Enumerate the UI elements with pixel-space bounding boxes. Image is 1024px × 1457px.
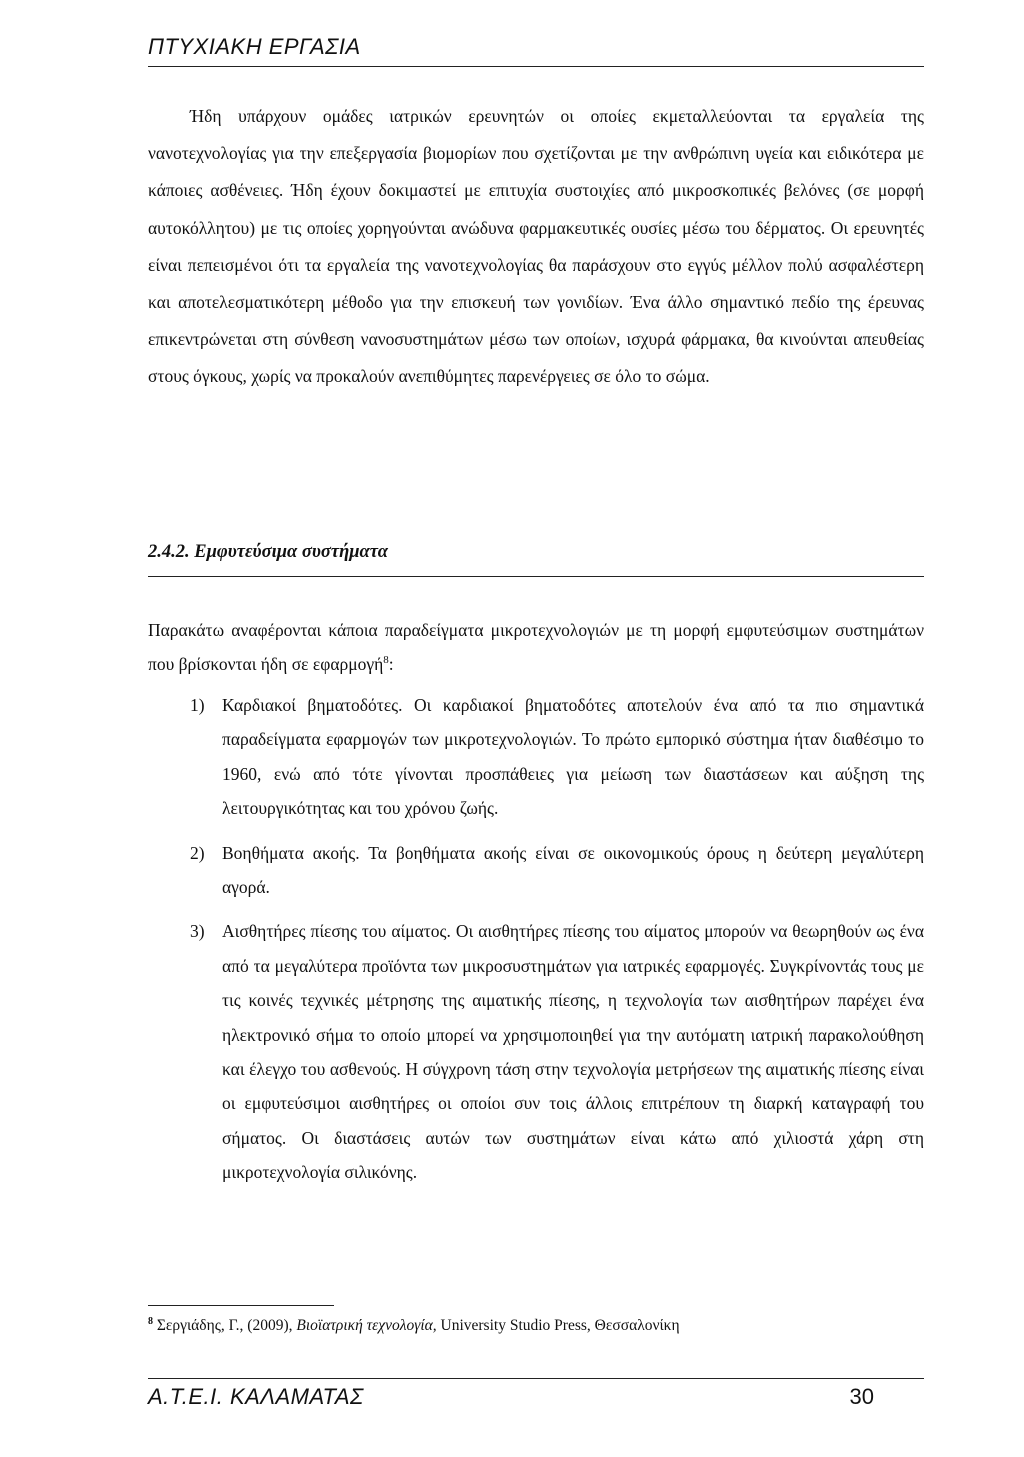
list-item-number: 3) [190,921,205,942]
footer-divider [148,1378,924,1379]
header-divider [148,66,924,67]
footnote [148,1316,680,1335]
section-number: 2.4.2. [148,542,190,562]
footnote-marker: 8 [148,1316,153,1327]
section-lead-end: : [388,654,394,674]
list-item-text: Καρδιακοί βηματοδότες. Οι καρδιακοί βηματοδότες αποτελούν ένα από τα πιο σημαντικά παραδείγματα εφαρμογών των μικροτεχνολογιών. Το πρώτο εμπορικό σύστημα ήταν διαθέσιμο το 1960, ενώ από τότε γίνονται προσπάθειες για μείωση των διαστάσεων και αύξηση της λειτουργικότητας και του χρόνου ζωής. [222,695,924,819]
list-item [148,688,924,826]
page-header-title: ΠΤΥΧΙΑΚΗ ΕΡΓΑΣΙΑ [148,34,361,59]
list-item-text: Αισθητήρες πίεσης του αίματος. Οι αισθητήρες πίεσης του αίματος μπορούν να θεωρηθούν ως ένα από τα μεγαλύτερα προϊόντα των μικροσυστημάτων για ιατρικές εφαρμογές. Συγκρίνοντάς τους με τις κοινές τεχνικές μέτρησης της αιματικής πίεσης, η τεχνολογία των αισθητήρων παρέχει ένα ηλεκτρονικό σήμα το οποίο μπορεί να χρησιμοποιηθεί για την αυτόματη ιατρική παρακολούθηση και έλεγχο του ασθενούς. Η σύγχρονη τάση στην τεχνολογία μετρήσεων της αιματικής πίεσης είναι οι εμφυτεύσιμοι αισθητήρες οι οποίοι συν τοις άλλοις επιτρέπουν τη διαρκή καταγραφή του σήματος. Οι διαστάσεις αυτών των συστημάτων είναι κάτω από χιλιοστά χάρη στη μικροτεχνολογία σιλικόνης. [222,921,924,1183]
section-divider [148,576,924,577]
page-number: 30 [849,1384,874,1409]
footnote-publisher: University Studio Press, Θεσσαλονίκη [440,1317,680,1335]
footer-institution: Α.Τ.Ε.Ι. ΚΑΛΑΜΑΤΑΣ [148,1384,364,1409]
footnote-divider [148,1305,334,1306]
list-item-number: 2) [190,842,205,863]
footnote-reference[interactable]: 8 [383,654,389,667]
implant-systems-list [148,688,924,1200]
footnote-author: Σεργιάδης, Γ., (2009), [156,1317,293,1335]
section-lead-paragraph [148,613,924,681]
list-item [148,914,924,1189]
list-item-number: 1) [190,695,205,715]
section-title: Εμφυτεύσιμα συστήματα [194,542,388,562]
section-heading [148,542,388,563]
section-lead-text: Παρακάτω αναφέρονται κάποια παραδείγματα μικροτεχνολογιών με τη μορφή εμφυτεύσιμων συστημάτων που βρίσκονται ήδη σε εφαρμογή [148,620,924,674]
list-item [148,836,924,905]
list-item-text: Βοηθήματα ακοής. Τα βοηθήματα ακοής είναι σε οικονομικούς όρους η δεύτερη μεγαλύτερη αγορά. [222,842,924,898]
footnote-title: Βιοϊατρική τεχνολογία, [296,1317,437,1335]
intro-paragraph: Ήδη υπάρχουν ομάδες ιατρικών ερευνητών οι οποίες εκμεταλλεύονται τα εργαλεία της νανοτεχνολογίας για την επεξεργασία βιομορίων που σχετίζονται με την ανθρώπινη υγεία και ειδικότερα με κάποιες ασθένειες. Ήδη έχουν δοκιμαστεί με επιτυχία συστοιχίες από μικροσκοπικές βελόνες (σε μορφή αυτοκόλλητου) με τις οποίες χορηγούνται ανώδυνα φαρμακευτικές ουσίες μέσω του δέρματος. Οι ερευνητές είναι πεπεισμένοι ότι τα εργαλεία της νανοτεχνολογίας θα παράσχουν στο εγγύς μέλλον πολύ ασφαλέστερη και αποτελεσματικότερη μέθοδο για την επισκευή των γονιδίων. Ένα άλλο σημαντικό πεδίο της έρευνας επικεντρώνεται στη σύνθεση νανοσυστημάτων μέσω των οποίων, ισχυρά φάρμακα, θα κινούνται απευθείας στους όγκους, χωρίς να προκαλούν ανεπιθύμητες παρενέργειες σε όλο το σώμα. [148,106,924,387]
